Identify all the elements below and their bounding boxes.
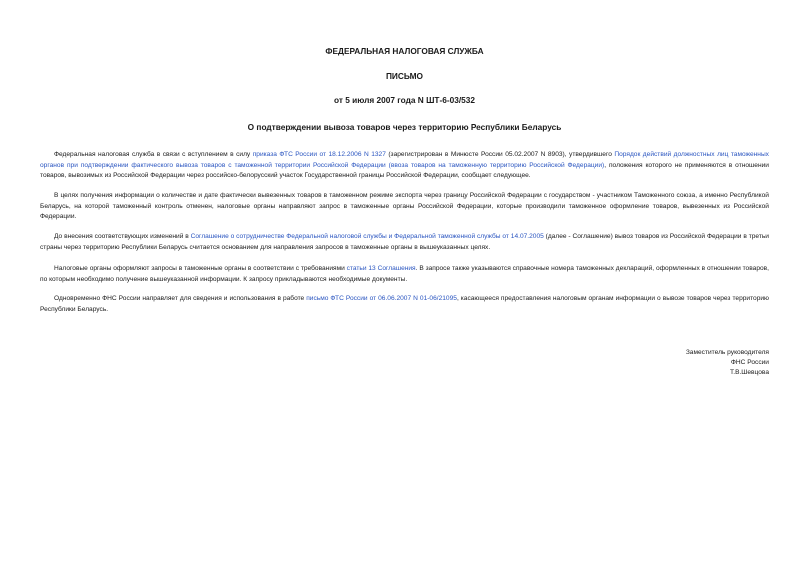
paragraph-1 <box>40 150 769 182</box>
doc-date-number: от 5 июля 2007 года N ШТ-6-03/532 <box>333 95 476 105</box>
p3-text-2: (далее - Соглашение) вывоз товаров из Российской Федерации в третьи страны через территорию Республики Беларусь считается основанием для направления запросов в таможенные органы в вышеуказанных целях. <box>40 233 769 251</box>
p1-text-1: Федеральная налоговая служба в связи с вступлением в силу <box>54 151 253 158</box>
p2-text-1: В целях получения информации о количестве и дате фактически вывезенных товаров в таможенном режиме экспорта через границу Российской Федерации с государством - участником Таможенного союза, а именно Республикой Беларусь, на которой таможенный контроль отменен, налоговые органы направляют запрос в таможенные органы Российской Федерации, которые производили таможенное оформление товаров, вывезенных из Российской Федерации. <box>40 192 769 220</box>
p1-text-3: , положения которого не применяются в отношении товаров, вывозимых из Российской Федерации через российско-белорусский участок Государственной границы Российской Федерации, сообщает следующее. <box>40 161 769 179</box>
p4-text-1: Налоговые органы оформляют запросы в таможенные органы в соответствии с требованиями <box>54 265 347 272</box>
paragraph-4 <box>40 264 769 285</box>
signature-name: Т.В.Шевцова <box>729 369 769 376</box>
link-article-13[interactable]: статьи 13 Соглашения <box>346 265 416 272</box>
link-agreement[interactable]: Соглашение о сотрудничестве Федеральной налоговой службы и Федеральной таможенной службы от 14.07.2005 <box>190 233 544 240</box>
p3-text-1: До внесения соответствующих изменений в <box>54 233 191 240</box>
paragraph-3 <box>40 232 769 253</box>
p1-text-2: (зарегистрирован в Минюсте России 05.02.2007 N 8903), утвердившего <box>385 151 615 158</box>
doc-subject: О подтверждении вывоза товаров через территорию Республики Беларусь <box>247 122 562 132</box>
doc-type: ПИСЬМО <box>385 71 424 81</box>
p5-text-2: , касающееся предоставления налоговым органам информации о вывозе товаров через территорию Республики Беларусь. <box>40 295 769 313</box>
p4-text-2: . В запросе также указываются справочные номера таможенных деклараций, оформленных в отношении товаров, по которым необходимо получение вышеуказанной информации. К запросу прикладываются необходимые документы. <box>40 265 769 283</box>
link-fts-order-1327[interactable]: приказа ФТС России от 18.12.2006 N 1327 <box>252 151 386 158</box>
p5-text-1: Одновременно ФНС России направляет для сведения и использования в работе <box>54 295 307 302</box>
paragraph-5 <box>40 294 769 315</box>
paragraph-2 <box>40 191 769 223</box>
agency-title: ФЕДЕРАЛЬНАЯ НАЛОГОВАЯ СЛУЖБА <box>325 46 484 56</box>
link-procedure[interactable]: Порядок действий должностных лиц таможенных органов при подтверждении фактического вывоза товаров с таможенной территории Российской Федерации (ввоза товаров на таможенную территорию Российской Федерации) <box>40 151 769 169</box>
signature-org: ФНС России <box>730 359 769 366</box>
signature-position: Заместитель руководителя <box>685 349 769 356</box>
link-fts-letter[interactable]: письмо ФТС России от 06.06.2007 N 01-06/21095 <box>306 295 457 302</box>
